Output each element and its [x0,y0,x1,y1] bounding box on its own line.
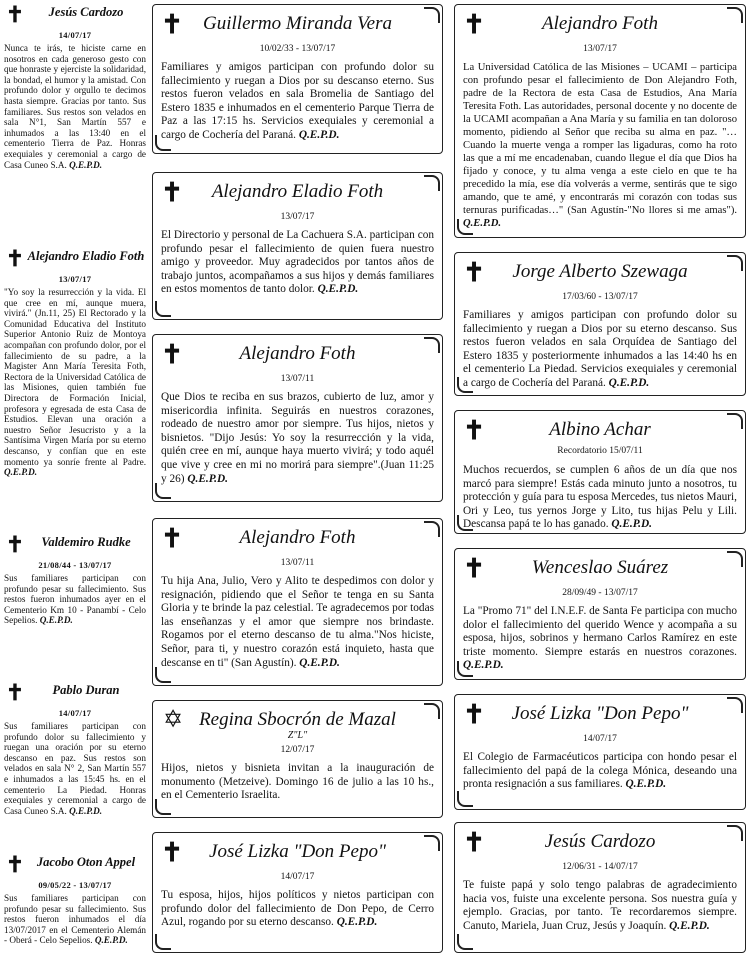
notice-date: 12/06/31 - 14/07/17 [562,862,638,872]
notice [4,248,146,526]
cross-icon: ✝ [5,852,25,877]
star-of-david-icon: ✡ [163,707,184,733]
cross-icon: ✝ [161,524,183,553]
notice-name: Alejandro Foth [239,343,356,364]
notice-date: 13/07/17 [58,274,92,284]
notice [4,682,146,846]
notice-box [454,252,746,396]
notice-name: Jesús Cardozo [48,5,124,19]
notice-name: Jacobo Oton Appel [36,855,136,869]
cross-icon: ✝ [5,2,25,27]
notice-name: Guillermo Miranda Vera [203,13,392,34]
notice-text: El Directorio y personal de La Cachuera S.A. participan con profundo pesar el fallecimiento de quien fuera nuestro amigo y proveedor. Muy agradecidos por tantos años de trabajo juntos, acompañamos a sus hijos y demás familiares en estos momentos de tanto dolor. Q.E.P.D. [161,229,434,296]
notice-text: Hijos, nietos y bisnieta invitan a la inauguración de monumento (Metzeive). Domingo 16 de julio a las 10 hs., en el Cementerio Israelita. [161,762,434,802]
cross-icon: ✝ [5,246,25,271]
notice-box [454,410,746,534]
notice-name: Alejandro Eladio Foth [211,181,384,202]
notice-box [152,172,443,320]
notice-date: 14/07/17 [280,872,315,882]
cross-icon: ✝ [161,340,183,369]
cross-icon: ✝ [463,10,485,39]
notice-text: Tu hija Ana, Julio, Vero y Alito te despedimos con dolor y resignación, pidiendo que el Señor te tenga en su Santa Gloria y te brinde la paz celestial. Te agradecemos por todas las enseñanzas y el amor que siempre nos brindaste. Rogamos por el eterno descanso de tu alma."Nos hiciste, Señor, para ti, y nuestro corazón está inquieto, hasta que descanse en ti" (San Agustín). Q.E.P.D. [161,575,434,669]
notice-name: Albino Achar [549,419,651,440]
notice-subtitle: Z"L" [287,730,308,741]
cross-icon: ✝ [161,178,183,207]
notice-date: 13/07/11 [280,558,315,568]
notice-text: El Colegio de Farmacéuticos participa con hondo pesar el fallecimiento del papá de la colega Mónica, deseando una pronta resignación a sus familiares. Q.E.P.D. [463,751,737,791]
notice-text: "Yo soy la resurrección y la vida. El que cree en mí, aunque muera, vivirá." (Jn.11, 25) El Rectorado y la Comunidad Educativa del Instituto Superior Antonio Ruiz de Montoya acompañan con profundo dolor, por el fallecimiento de su padre, a la Magister Ann María Teresita Foth, Rectora de la Universidad Católica de las Misiones, quien también fue Directora de Formación Inicial, profesora y egresada de esta Casa de Estudios. Elevan una oración a nuestro Señor Jesucristo y a la Santísima Virgen María por su eterno descanso, y confían que en este momento ya sonríe frente al Padre. Q.E.P.D. [4,287,146,478]
cross-icon: ✝ [5,680,25,705]
notice-text: Muchos recuerdos, se cumplen 6 años de un día que nos marcó para siempre! Estás cada minuto junto a nosotros, tu protección y guía para tu esposa Mercedes, tus nietos Mauri, Ori y Leo, tus yernos Jorge y Lito, tus hijas Pelu y Lili. Descansa papá te lo has ganado. Q.E.P.D. [463,464,737,531]
notice-text: Familiares y amigos participan con profundo dolor su fallecimiento y ruegan a Dios por su eterno descanso. Sus restos fueron velados en sala Orquídea de Santiago del Estero 1835 y posteriormente inhumados a las 14:40 hs en el cementerio La Piedad. Servicios exequiales y ceremonial a cargo de Cochería del Paraná. Q.E.P.D. [463,309,737,389]
notice-name: Alejandro Foth [239,527,356,548]
notice-name: Wenceslao Suárez [531,557,669,578]
notice-box [152,334,443,502]
notice-name: Jorge Alberto Szewaga [512,261,688,282]
notice-text: La Universidad Católica de las Misiones – UCAMI – participa con profundo pesar el fallecimiento de Don Alejandro Foth, padre de la Rectora de esta Casa de Estudios, Ana María Teresita Foth. Las autoridades, personal docente y no docente de la UCAMI acompañan a Ana María y su familia en tan doloroso momento, pidiendo al Señor que reciba su alma en paz. "…Cuando la muerte venga a romper las ligaduras, como ha roto las que a mí me encadenaban, cuando llegue el día que Dios ha fijado y conoce, y tu alma venga a este cielo en que te ha precedido la mía, ese día volverás a verme, sentirás que te sigo amando, que te amé, y encontrarás mi corazón con todas sus ternuras purificadas…" (San Agustín-"No llores si me amas"). Q.E.P.D. [463,62,737,229]
notice-date: 14/07/17 [583,734,617,744]
notice-date: 14/07/17 [58,30,92,40]
notice-text: Sus familiares participan con profundo pesar su fallecimiento. Sus restos fueron inhumados ayer en el Cementerio Km 10 - Panambí - Celo Sepelios. Q.E.P.D. [4,573,146,626]
notice-name: Alejandro Foth [542,13,658,34]
notice-box [152,4,443,154]
cross-icon: ✝ [161,838,183,867]
cross-icon: ✝ [5,532,25,557]
notice [4,534,146,674]
notice-text: Sus familiares participan con profundo dolor su fallecimiento y ruegan una oración por su eterno descanso en paz. Sus restos son velados en sala N° 2, San Martín 557 e inhumados a las 15:45 hs. en el cementerio La Piedad. Honras exequiales y ceremonial a cargo de Casa Cuneo S.A. Q.E.P.D. [4,721,146,816]
notice-text: Familiares y amigos participan con profundo dolor su fallecimiento y ruegan a Dios por su descanso eterno. Sus restos fueron velados en sala Bromelia de Santiago del Estero 1835 e inhumados en el cementerio Parque Tierra de Paz a las 17:15 hs. Servicios exequiales y ceremonial a cargo de Cochería del Paraná. Q.E.P.D. [161,61,434,141]
notice-text: La "Promo 71" del I.N.E.F. de Santa Fe participa con mucho dolor el fallecimiento del querido Wence y acompaña a su esposa, hijos, sobrinos y hermano Carlos Ramírez en este triste momento. Siempre estarás en nuestros corazones. Q.E.P.D. [463,605,737,672]
notice [4,854,146,946]
notice-box [454,694,746,810]
cross-icon: ✝ [161,10,183,39]
notice-date: 10/02/33 - 13/07/17 [259,44,336,54]
notice-text: Sus familiares participan con profundo pesar su fallecimiento. Sus restos fueron inhumados el día 13/07/2017 en el Cementerio Alemán - Oberá - Celo Sepelios. Q.E.P.D. [4,893,146,946]
left-column [4,4,146,954]
notice-text: Tu esposa, hijos, hijos políticos y nietos participan con profundo dolor del fallecimiento de Don Pepo, de Cerro Azul, rogando por su eterno descanso. Q.E.P.D. [161,889,434,929]
notice-name: Regina Sbocrón de Mazal [199,709,396,730]
notice-box [152,700,443,818]
notice-name: José Lizka "Don Pepo" [209,841,386,862]
notice-date: 13/07/17 [280,212,315,222]
notice-text: Nunca te irás, te hiciste carne en nosotros en cada generoso gesto con que honraste y ejerciste la solidaridad, la bondad, el humor y la amistad. Con profundo dolor y orgullo te decimos hasta siempre. Gracias por tanto. Sus familiares. Sus restos son velados en sala N°1, San Martín 557 e inhumados a las 13:40 en el cementerio Tierra de Paz. Honras exequiales y ceremonial a cargo de Casa Cuneo S.A. Q.E.P.D. [4,43,146,170]
notice-name: Valdemiro Rudke [41,535,131,549]
notice-box [152,518,443,686]
notice-date: 28/09/49 - 13/07/17 [562,588,638,598]
notice-date: Recordatorio 15/07/11 [557,446,643,456]
notice-box [454,548,746,680]
notice-date: 09/05/22 - 13/07/17 [38,880,112,890]
cross-icon: ✝ [463,416,485,445]
notice-text: Te fuiste papá y solo tengo palabras de agradecimiento hacia vos, fuiste una excelente persona. Sos nuestra guía y ejemplo. Gracias, por tanto. Te recordaremos siempre. Canuto, Mariela, Juan Cruz, Jesús y Joaquín. Q.E.P.D. [463,879,737,932]
cross-icon: ✝ [463,554,485,583]
notice-date: 17/03/60 - 13/07/17 [562,292,638,302]
notice-text: Que Dios te reciba en sus brazos, cubierto de luz, amor y misericordia infinita. Seguirás en nuestros corazones, rodeado de nuestro amor por siempre. Tus hijos, nietos y bisnietos. "Dijo Jesús: Yo soy la resurrección y la vida, quién cree en mí, aunque haya muerto vivirá; y todo aquél que vive y cree en mi no morirá para siempre".(Juan 11:25 y 26) Q.E.P.D. [161,391,434,485]
notice-box [454,4,746,238]
notice-name: Jesús Cardozo [544,831,656,852]
notice-date: 13/07/11 [280,374,315,384]
notice-name: Alejandro Eladio Foth [27,249,145,263]
cross-icon: ✝ [463,700,485,729]
notice-date: 14/07/17 [58,708,92,718]
notice-date: 21/08/44 - 13/07/17 [38,560,112,570]
notice-name: José Lizka "Don Pepo" [511,703,689,724]
notice-box [454,822,746,953]
notice-date: 12/07/17 [280,745,315,755]
notice [4,4,146,240]
cross-icon: ✝ [463,258,485,287]
notice-date: 13/07/17 [583,44,617,54]
notice-box [152,832,443,953]
cross-icon: ✝ [463,828,485,857]
notice-name: Pablo Duran [52,683,120,697]
